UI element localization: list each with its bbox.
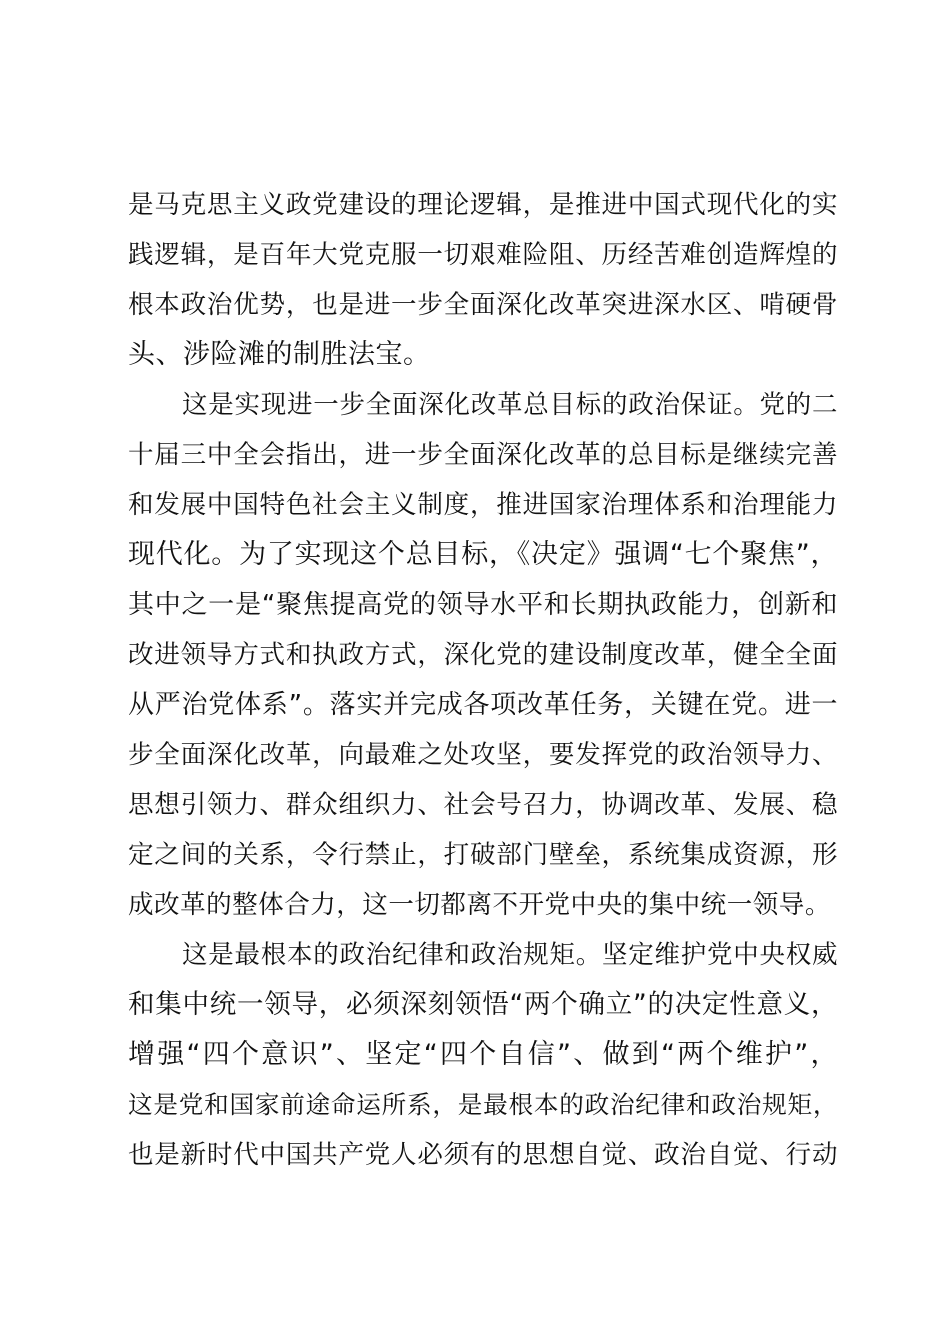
- text-line: 成改革的整体合力，这一切都离不开党中央的集中统一领导。: [128, 890, 831, 920]
- text-line: 和发展中国特色社会主义制度，推进国家治理体系和治理能力: [128, 490, 838, 520]
- body-text: [128, 180, 838, 1180]
- text-line: 改进领导方式和执政方式，深化党的建设制度改革，健全全面: [128, 640, 838, 670]
- text-line: 也是新时代中国共产党人必须有的思想自觉、政治自觉、行动: [128, 1140, 838, 1170]
- text-line: 定之间的关系，令行禁止，打破部门壁垒，系统集成资源，形: [128, 840, 838, 870]
- text-line: 头、涉险滩的制胜法宝。: [128, 339, 431, 370]
- text-line: 和集中统一领导，必须深刻领悟“两个确立”的决定性意义，: [128, 989, 838, 1020]
- text-line: 从严治党体系”。落实并完成各项改革任务，关键在党。进一: [128, 690, 838, 720]
- text-line: 这是实现进一步全面深化改革总目标的政治保证。党的二: [182, 390, 838, 420]
- text-line: 增强“四个意识”、坚定“四个自信”、做到“两个维护”，: [128, 1039, 838, 1070]
- text-line: 是马克思主义政党建设的理论逻辑，是推进中国式现代化的实: [128, 190, 838, 220]
- text-line: 步全面深化改革，向最难之处攻坚，要发挥党的政治领导力、: [128, 740, 838, 770]
- text-line: 根本政治优势，也是进一步全面深化改革突进深水区、啃硬骨: [128, 290, 838, 320]
- text-line: 践逻辑，是百年大党克服一切艰难险阻、历经苦难创造辉煌的: [128, 240, 838, 270]
- text-line: 十届三中全会指出，进一步全面深化改革的总目标是继续完善: [128, 440, 838, 470]
- text-line: 这是最根本的政治纪律和政治规矩。坚定维护党中央权威: [182, 940, 838, 970]
- text-line: 这是党和国家前途命运所系，是最根本的政治纪律和政治规矩，: [128, 1090, 838, 1119]
- text-line: 其中之一是“聚焦提高党的领导水平和长期执政能力，创新和: [128, 590, 838, 620]
- text-line: 现代化。为了实现这个总目标，《决定》强调“七个聚焦”，: [128, 539, 838, 570]
- text-line: 思想引领力、群众组织力、社会号召力，协调改革、发展、稳: [128, 790, 838, 820]
